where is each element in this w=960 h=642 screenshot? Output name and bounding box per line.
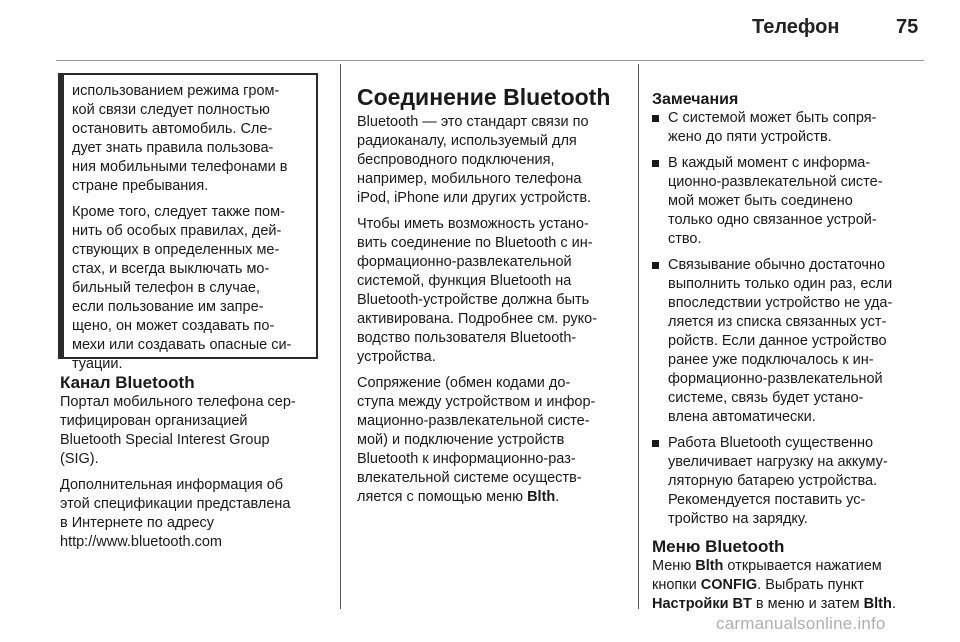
- page-number: 75: [896, 16, 919, 38]
- notes-heading: Замечания: [652, 91, 739, 108]
- column-1: [60, 373, 330, 559]
- watermark: carmanualsonline.info: [716, 614, 886, 633]
- note-text: Работа Bluetooth существенно увеличивает нагрузку на аккуму- ляторную батарею устройства. Рекомендуется поставить ус- тройство на зарядку.: [668, 435, 888, 527]
- bullet-square-icon: [652, 262, 659, 269]
- note-text: В каждый момент с информа- ционно-развлекательной систе- мой может быть соединено только одно связанное устрой- ство.: [668, 155, 883, 247]
- menu-text: .: [891, 596, 896, 612]
- note-item: [652, 256, 924, 427]
- column-divider-1: [340, 64, 341, 609]
- note-item: [652, 154, 924, 249]
- warning-paragraph-2: Кроме того, следует также пом- нить об особых правилах, дей- ствующих в определенных ме- стах, и всегда выключать мо- бильный телефон в случае, если пользование им запре- щено, он может создавать по- мехи или создавать опасные си- туации.: [72, 204, 292, 372]
- bluetooth-connection-paragraph-1: Bluetooth — это стандарт связи по радиоканалу, используемый для беспроводного подключения, например, мобильного телефона iPod, iPhone или других устройств.: [357, 114, 592, 206]
- config-button-label: CONFIG: [700, 577, 758, 593]
- menu-text: Меню: [652, 558, 696, 574]
- blth-menu-label: Blth: [527, 489, 556, 505]
- column-3: [652, 90, 924, 621]
- bluetooth-connection-paragraph-2: Чтобы иметь возможность устано- вить соединение по Bluetooth с ин- формационно-развлекательной системой, функция Bluetooth на Bluetooth-устройстве должна быть активирована. Подробнее см. руко- водство пользователя Bluetooth- устройства.: [357, 216, 598, 365]
- bt-settings-label: Настройки BT: [652, 596, 752, 612]
- page-header: [0, 0, 960, 64]
- bluetooth-menu-heading: Меню Bluetooth: [652, 537, 785, 556]
- bluetooth-connection-paragraph-3: [357, 374, 627, 507]
- notes-list: [652, 109, 924, 529]
- blth-menu-label: Blth: [863, 596, 892, 612]
- column-divider-2: [638, 64, 639, 609]
- pairing-text-end: .: [555, 489, 560, 505]
- bullet-square-icon: [652, 115, 659, 122]
- note-item: [652, 434, 924, 529]
- bluetooth-menu-paragraph: [652, 557, 924, 614]
- bluetooth-channel-paragraph-1: Портал мобильного телефона сер- тифицирован организацией Bluetooth Special Interest Group (SIG).: [60, 394, 296, 467]
- menu-text: открывается нажатием кнопки: [652, 558, 882, 593]
- menu-text: в меню и затем: [751, 596, 864, 612]
- header-rule: [56, 60, 924, 61]
- menu-text: . Выбрать пункт: [757, 577, 864, 593]
- column-2: [357, 83, 627, 514]
- bullet-square-icon: [652, 440, 659, 447]
- bluetooth-channel-heading: Канал Bluetooth: [60, 373, 195, 392]
- pairing-text: Сопряжение (обмен кодами до- ступа между устройством и инфор- мационно-развлекательной систе- мой) и подключение устройств Bluetooth к информационно-раз- влекательной системе осуществ- ляется с помощью меню: [357, 375, 596, 505]
- page-title: Телефон: [752, 16, 840, 38]
- warning-paragraph-1: использованием режима гром- кой связи следует полностью остановить автомобиль. Сле- дует знать правила пользова- ния мобильными телефонами в стране пребывания.: [72, 83, 288, 194]
- note-text: Связывание обычно достаточно выполнить только один раз, если впоследствии устройство не уда- ляется из списка связанных уст- ройств. Если данное устройство ранее уже подключалось к ин- формационно-развлекательной системе, связь будет устано- влена автоматически.: [668, 257, 893, 425]
- note-item: [652, 109, 924, 147]
- warning-box: [58, 73, 318, 372]
- bullet-square-icon: [652, 160, 659, 167]
- note-text: С системой может быть сопря- жено до пяти устройств.: [668, 110, 877, 145]
- blth-menu-label: Blth: [695, 558, 724, 574]
- bluetooth-connection-heading: Соединение Bluetooth: [357, 84, 611, 110]
- bluetooth-channel-paragraph-2: Дополнительная информация об этой спецификации представлена в Интернете по адресу http://www.bluetooth.com: [60, 477, 291, 550]
